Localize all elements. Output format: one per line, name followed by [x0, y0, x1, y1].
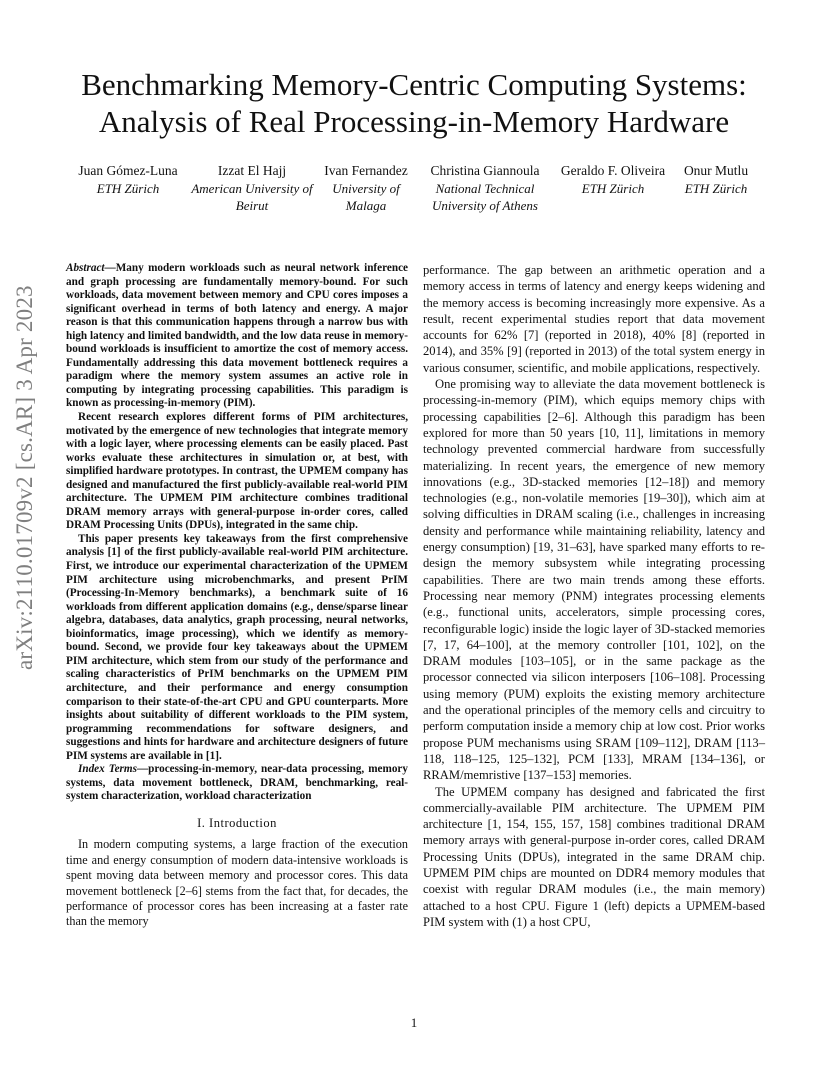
- arxiv-stamp[interactable]: arXiv:2110.01709v2 [cs.AR] 3 Apr 2023: [12, 285, 37, 670]
- author-name: Izzat El Hajj: [217, 163, 287, 178]
- author-affiliation: National Technical University of Athens: [432, 180, 538, 213]
- author-block: [420, 162, 550, 215]
- abstract-paragraph: This paper presents key takeaways from the first comprehensive analysis [1] of the first publicly-available real-world PIM architecture. First, we introduce our experimental characterization of the UPMEM PIM architecture using microbenchmarks, and present PrIM (Processing-In-Memory benchmarks), a benchmark suite of 16 workloads from different application domains (e.g., dense/sparse linear algebra, databases, data analytics, graph processing, neural networks, bioinformatics, image processing), which we identify as memory-bound. Second, we provide four key takeaways about the UPMEM PIM architecture, which stem from our study of the performance and scaling characteristics of PrIM benchmarks on the UPMEM PIM architecture, and their performance and energy consumption comparison to their state-of-the-art CPU and GPU counterparts. More insights about suitability of different workloads to the PIM system, programming recommendations for software designers, and suggestions and hints for hardware and architecture designers of future PIM systems are available in [1].: [66, 532, 408, 762]
- abstract-paragraph: Recent research explores different forms of PIM architectures, motivated by the emergence of new technologies that integrate memory with a logic layer, where processing elements can be easily placed. Past works evaluate these architectures in simulation or, at best, with simplified hardware prototypes. In contrast, the UPMEM company has designed and manufactured the first publicly-available real-world PIM architecture. The UPMEM PIM architecture combines traditional DRAM memory arrays with general-purpose in-order cores, called DRAM Processing Units (DPUs), integrated in the same chip.: [66, 411, 408, 532]
- abstract-paragraph: [66, 262, 408, 411]
- author-affiliation: ETH Zürich: [581, 180, 645, 196]
- body-paragraph: One promising way to alleviate the data movement bottleneck is processing-in-memory (PIM), which equips memory chips with processing capabilities [2–6]. Although this paradigm has been explored for more than 50 years [10, 11], limitations in memory technology prevented commercial hardware from successfully materializing. In recent years, the emergence of new memory innovations (e.g., 3D-stacked memories [12–18]) and memory technologies (e.g., non-volatile memories [19–30]), which aim at solving difficulties in DRAM scaling (i.e., challenges in increasing density and performance while maintaining reliability, latency and energy consumption) [19, 31–63], have sparked many efforts to re-design the memory subsystem while integrating processing capabilities. There are two main trends among these efforts. Processing near memory (PNM) integrates processing elements (e.g., functional units, accelerators, simple processing cores, reconfigurable logic) inside the logic layer of 3D-stacked memories [7, 17, 64–100], at the memory controller [101, 102], on the DRAM modules [103–105], or in the same package as the processor connected via silicon interposers [106–108]. Processing using memory (PUM) exploits the existing memory architecture and the operational principles of the memory cells and circuitry to perform computation inside a memory chip at low cost. Prior works propose PUM mechanisms using SRAM [109–112], DRAM [113–118, 118–125, 125–132], PCM [133], MRAM [134–136], or RRAM/memristive [137–153] memories.: [423, 377, 765, 783]
- index-terms: [66, 763, 408, 804]
- left-column: [66, 262, 408, 930]
- author-affiliation: American University of Beirut: [191, 180, 313, 213]
- author-name: Juan Gómez-Luna: [78, 163, 178, 178]
- author-affiliation: University of Malaga: [332, 180, 400, 213]
- author-block: [553, 162, 673, 197]
- author-name: Ivan Fernandez: [324, 163, 408, 178]
- author-name: Geraldo F. Oliveira: [560, 163, 666, 178]
- abstract-text: —Many modern workloads such as neural network inference and graph processing are fundamentally memory-bound. For such workloads, data movement between memory and CPU cores imposes a significant overhead in terms of both latency and energy. A major reason is that this communication happens through a narrow bus with high latency and limited bandwidth, and the low data reuse in memory-bound workloads is insufficient to amortize the cost of memory access. Fundamentally addressing this data movement bottleneck requires a paradigm where the memory system assumes an active role in computing by integrating processing capabilities. This paradigm is known as processing-in-memory (PIM).: [66, 262, 408, 410]
- index-terms-label: Index Terms: [78, 763, 137, 776]
- author-affiliation: ETH Zürich: [96, 180, 160, 196]
- author-affiliation: ETH Zürich: [684, 180, 748, 196]
- index-terms-text: —processing-in-memory, near-data processing, memory systems, data movement bottleneck, DRAM, benchmarking, real-system characterization, workload characterization: [66, 763, 408, 803]
- author-block: [190, 162, 314, 215]
- body-paragraph: In modern computing systems, a large fraction of the execution time and energy consumption of modern data-intensive workloads is spent moving data between memory and processor cores. This data movement bottleneck [2–6] stems from the fact that, for decades, the performance of processor cores has been increasing at a faster rate than the memory: [66, 837, 408, 929]
- author-block: [678, 162, 754, 197]
- author-block: [318, 162, 414, 215]
- abstract-label: Abstract: [66, 262, 105, 274]
- author-name: Onur Mutlu: [683, 163, 749, 178]
- author-list: [66, 162, 766, 222]
- author-block: [66, 162, 190, 197]
- body-paragraph: The UPMEM company has designed and fabricated the first commercially-available PIM architecture. The UPMEM PIM architecture [1, 154, 155, 157, 158] combines traditional DRAM memory arrays with general-purpose in-order cores, called DRAM Processing Units (DPUs), integrated in the same DRAM chip. UPMEM PIM chips are mounted on DDR4 memory modules that coexist with regular DRAM modules (i.e., the main memory) attached to a host CPU. Figure 1 (left) depicts a UPMEM-based PIM system with (1) a host CPU,: [423, 784, 765, 929]
- author-name: Christina Giannoula: [430, 163, 540, 178]
- section-heading: I. Introduction: [197, 815, 277, 830]
- right-column: [423, 262, 765, 930]
- body-paragraph: performance. The gap between an arithmetic operation and a memory access in terms of latency and energy keeps widening and the memory access is becoming increasingly more expensive. As a result, recent experimental studies report that data movement accounts for 62% [7] (reported in 2018), 40% [8] (reported in 2014), and 35% [9] (reported in 2013) of the total system energy in various consumer, scientific, and mobile applications, respectively.: [423, 263, 765, 375]
- page-number: 1: [410, 1015, 418, 1030]
- paper-title: Benchmarking Memory-Centric Computing Systems: Analysis of Real Processing-in-Memory Hardware: [81, 67, 747, 139]
